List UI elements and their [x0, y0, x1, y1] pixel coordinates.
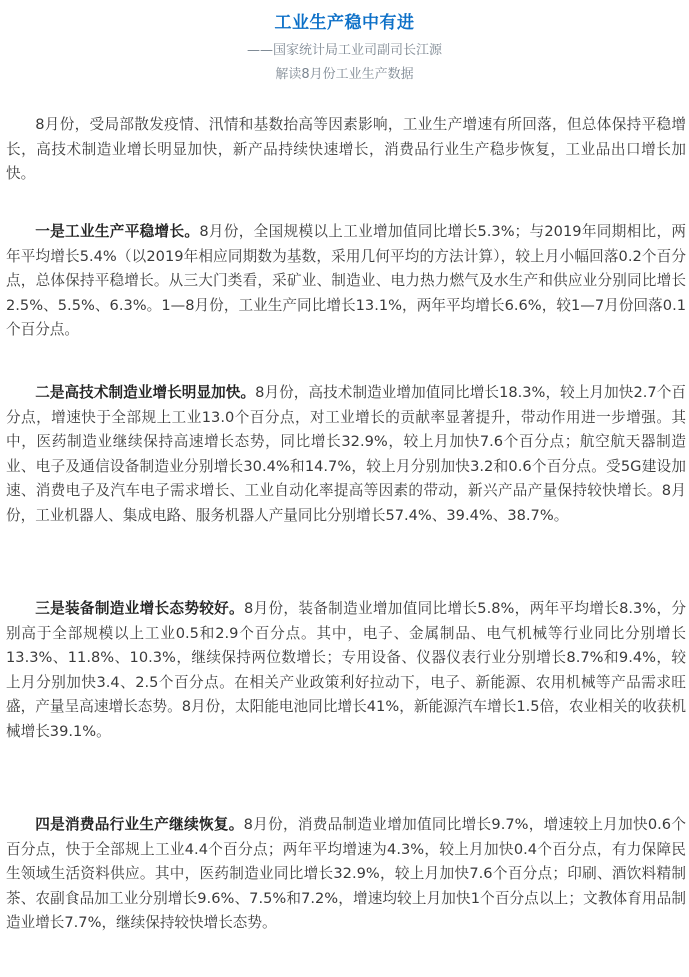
paragraph-equipment — [6, 597, 686, 744]
paragraph-heading: 二是高技术制造业增长明显加快。 — [35, 384, 256, 401]
paragraph-text: 8月份，受局部散发疫情、汛情和基数抬高等因素影响，工业生产增速有所回落，但总体保持平稳增长，高技术制造业增长明显加快，新产品持续快速增长，消费品行业生产稳步恢复，工业品出口增长加快。 — [6, 116, 686, 182]
article-title: 工业生产稳中有进 — [274, 13, 415, 33]
paragraph-high-tech — [6, 381, 686, 528]
paragraph-text: 8月份，装备制造业增加值同比增长5.8%，两年平均增长8.3%，分别高于全部规模以上工业0.5和2.9个百分点。其中，电子、金属制品、电气机械等行业同比分别增长13.3%、11.8%、10.3%，继续保持两位数增长；专用设备、仪器仪表行业分别增长8.7%和9.4%，较上月分别加快3.4、2.5个百分点。在相关产业政策利好拉动下，电子、新能源、农用机械等产品需求旺盛，产量呈高速增长态势。8月份，太阳能电池同比增长41%，新能源汽车增长1.5倍，农业相关的收获机械增长39.1%。 — [6, 600, 686, 740]
article-subtitle-topic: 解读8月份工业生产数据 — [275, 67, 414, 82]
intro-paragraph — [6, 113, 686, 187]
paragraph-text: 8月份，全国规模以上工业增加值同比增长5.3%；与2019年同期相比，两年平均增长5.4%（以2019年相应同期数为基数，采用几何平均的方法计算），较上月小幅回落0.2个百分点，总体保持平稳增长。从三大门类看，采矿业、制造业、电力热力燃气及水生产和供应业分别同比增长2.5%、5.5%、6.3%。1—8月份，工业生产同比增长13.1%，两年平均增长6.6%，较1—7月份回落0.1个百分点。 — [6, 223, 686, 338]
paragraph-heading: 一是工业生产平稳增长。 — [35, 223, 200, 240]
paragraph-heading: 四是消费品行业生产继续恢复。 — [35, 816, 244, 833]
paragraph-industrial-growth — [6, 220, 686, 343]
paragraph-text: 8月份，高技术制造业增加值同比增长18.3%，较上月加快2.7个百分点，增速快于全部规上工业13.0个百分点，对工业增长的贡献率显著提升，带动作用进一步增强。其中，医药制造业继续保持高速增长态势，同比增长32.9%，较上月加快7.6个百分点；航空航天器制造业、电子及通信设备制造业分别增长30.4%和14.7%，较上月分别加快3.2和0.6个百分点。受5G建设加速、消费电子及汽车电子需求增长、工业自动化率提高等因素的带动，新兴产品产量保持较快增长。8月份，工业机器人、集成电路、服务机器人产量同比分别增长57.4%、39.4%、38.7%。 — [6, 384, 686, 524]
paragraph-text: 8月份，消费品制造业增加值同比增长9.7%，增速较上月加快0.6个百分点，快于全部规上工业4.4个百分点；两年平均增速为4.3%，较上月加快0.4个百分点，有力保障民生领域生活资料供应。其中，医药制造业同比增长32.9%，较上月加快7.6个百分点；印刷、酒饮料精制茶、农副食品加工业分别增长9.6%、7.5%和7.2%，增速均较上月加快1个百分点以上；文教体育用品制造业增长7.7%，继续保持较快增长态势。 — [6, 816, 686, 931]
article-subtitle-author: ——国家统计局工业司副司长江源 — [246, 43, 442, 58]
paragraph-consumer-goods — [6, 813, 686, 936]
paragraph-heading: 三是装备制造业增长态势较好。 — [35, 600, 244, 617]
